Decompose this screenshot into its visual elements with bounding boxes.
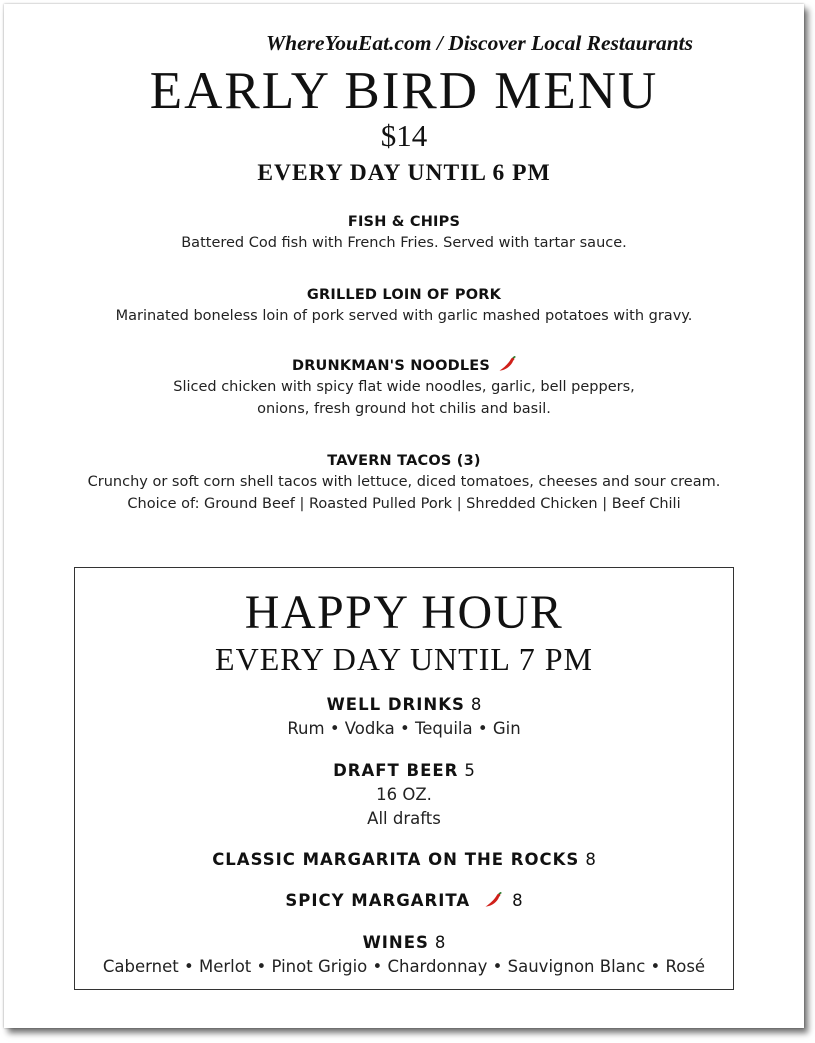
- item-name-row: [4, 356, 804, 376]
- item-desc: Sliced chicken with spicy flat wide noodles, garlic, bell peppers,: [173, 379, 635, 395]
- drink-name: WELL DRINKS: [326, 695, 465, 714]
- item-name: DRUNKMAN'S NOODLES: [291, 358, 491, 374]
- drink-desc: Cabernet • Merlot • Pinot Grigio • Chardonnay • Sauvignon Blanc • Rosé: [102, 957, 706, 976]
- early-bird-availability: EVERY DAY UNTIL 6 PM: [257, 160, 551, 186]
- item-desc: Battered Cod fish with French Fries. Served with tartar sauce.: [181, 235, 627, 251]
- item-desc: onions, fresh ground hot chilis and basil.: [257, 401, 551, 417]
- item-desc: Marinated boneless loin of pork served with garlic mashed potatoes with gravy.: [115, 308, 693, 324]
- menu-page: [4, 4, 804, 1028]
- item-desc: Choice of: Ground Beef | Roasted Pulled Pork | Shredded Chicken | Beef Chili: [127, 496, 681, 512]
- item-desc: Crunchy or soft corn shell tacos with lettuce, diced tomatoes, cheeses and sour cream.: [87, 474, 721, 490]
- drink-price: 8: [470, 695, 482, 714]
- menu-item-fish-chips: [4, 212, 804, 254]
- drink-well-drinks: [4, 693, 804, 741]
- drink-price: 5: [464, 761, 475, 780]
- early-bird-price: $14: [380, 118, 428, 153]
- drink-draft-beer: [4, 759, 804, 831]
- drink-desc: All drafts: [367, 809, 441, 828]
- drink-name: CLASSIC MARGARITA ON THE ROCKS: [212, 850, 580, 869]
- happy-hour-availability: EVERY DAY UNTIL 7 PM: [215, 641, 593, 677]
- watermark: WhereYouEat.com / Discover Local Restaurants: [266, 31, 694, 55]
- early-bird-title: EARLY BIRD MENU: [149, 62, 659, 120]
- menu-item-tavern-tacos: [4, 451, 804, 515]
- happy-hour-title: HAPPY HOUR: [244, 586, 564, 639]
- chili-pepper-icon: [484, 891, 502, 907]
- drink-price: 8: [585, 850, 596, 869]
- item-name: TAVERN TACOS (3): [327, 453, 481, 469]
- drink-name: DRAFT BEER: [333, 761, 459, 780]
- drink-price: 8: [434, 933, 446, 952]
- menu-item-pork-loin: [4, 285, 804, 327]
- drink-desc: 16 OZ.: [376, 785, 432, 804]
- item-name: GRILLED LOIN OF PORK: [306, 287, 502, 303]
- menu-item-drunkmans-noodles: [4, 356, 804, 420]
- drink-classic-margarita: [4, 848, 804, 872]
- drink-name: SPICY MARGARITA: [285, 891, 471, 910]
- chili-pepper-icon: [498, 356, 516, 372]
- item-name: FISH & CHIPS: [347, 214, 461, 230]
- drink-name: WINES: [362, 933, 429, 952]
- drink-wines: [4, 931, 804, 979]
- drink-spicy-margarita: [4, 889, 804, 913]
- drink-price: 8: [512, 891, 523, 910]
- drink-desc: Rum • Vodka • Tequila • Gin: [287, 719, 521, 738]
